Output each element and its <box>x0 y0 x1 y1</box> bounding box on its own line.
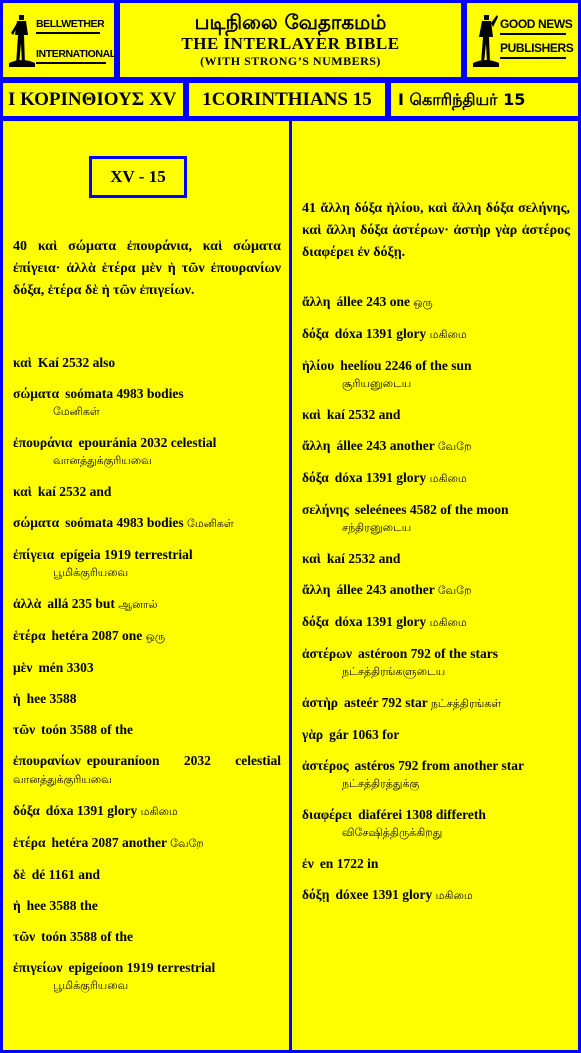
greek-word: τῶν <box>13 722 36 737</box>
word-gloss: epouraníoon 2032 celestial <box>86 753 281 768</box>
greek-word: ἐπουράνια <box>13 435 73 450</box>
greek-word: καὶ <box>302 407 321 422</box>
greek-word: δόξα <box>302 470 329 485</box>
tamil-gloss: வேறே <box>437 440 472 453</box>
word-entry <box>13 897 281 915</box>
word-entry <box>13 514 281 533</box>
tamil-gloss: நட்சத்திரங்கள் <box>430 697 502 710</box>
word-entry <box>13 546 281 582</box>
word-entry <box>302 293 570 312</box>
word-gloss: állee 243 another <box>336 438 435 453</box>
greek-word: ἀστέρος <box>302 758 349 773</box>
tamil-gloss: மேனிகள் <box>53 405 100 418</box>
word-entry <box>302 886 570 905</box>
word-entry <box>302 357 570 393</box>
word-gloss: astéros 792 from another star <box>354 758 525 773</box>
word-entry <box>302 757 570 793</box>
word-gloss: kaí 2532 and <box>326 551 401 566</box>
tamil-gloss: மகிமை <box>429 616 467 629</box>
logo-line2: PUBLISHERS <box>500 41 574 55</box>
word-gloss: seleénees 4582 of the moon <box>354 502 509 517</box>
word-entry <box>13 866 281 884</box>
tamil-gloss: சந்திரனுடைய <box>342 521 412 534</box>
word-gloss: epouránia 2032 celestial <box>78 435 217 450</box>
word-gloss: hetéra 2087 another <box>51 835 167 850</box>
right-column <box>289 118 581 1053</box>
word-entry <box>302 406 570 424</box>
logo-underline <box>36 62 106 64</box>
word-gloss: heelíou 2246 of the sun <box>340 358 472 373</box>
word-entry <box>13 434 281 470</box>
publisher-logo-left <box>0 0 117 80</box>
word-gloss: állee 243 another <box>336 582 435 597</box>
greek-word: δόξα <box>302 326 329 341</box>
word-entry <box>13 483 281 501</box>
greek-word: διαφέρει <box>302 807 353 822</box>
word-gloss: gár 1063 for <box>329 727 400 742</box>
word-list-left <box>13 354 281 1008</box>
greek-word: σώματα <box>13 515 60 530</box>
greek-word: ἑτέρα <box>13 835 46 850</box>
word-gloss: kaí 2532 and <box>37 484 112 499</box>
word-entry <box>13 834 281 853</box>
word-entry <box>13 690 281 708</box>
word-gloss: hee 3588 the <box>26 898 98 913</box>
logo-underline <box>36 32 100 34</box>
word-entry <box>13 721 281 739</box>
greek-word: δόξα <box>302 614 329 629</box>
greek-word: ἄλλη <box>302 582 331 597</box>
greek-word: ἑτέρα <box>13 628 46 643</box>
good-news-logo <box>473 13 573 71</box>
greek-word: καὶ <box>302 551 321 566</box>
word-gloss: dóxa 1391 glory <box>334 614 427 629</box>
greek-word: δὲ <box>13 867 26 882</box>
word-entry <box>13 659 281 677</box>
word-gloss: toón 3588 of the <box>41 929 133 944</box>
tamil-gloss: மகிமை <box>429 328 467 341</box>
book-title-tamil-cell <box>388 80 581 119</box>
word-entry <box>13 959 281 995</box>
tamil-gloss: வானத்துக்குரியவை <box>53 454 152 467</box>
word-entry <box>13 385 281 421</box>
word-gloss: dóxee 1391 glory <box>335 887 433 902</box>
tamil-gloss: வானத்துக்குரியவை <box>13 773 112 786</box>
greek-word: δόξα <box>13 803 40 818</box>
tamil-gloss: மகிமை <box>140 805 178 818</box>
word-gloss: Kaí 2532 also <box>37 355 116 370</box>
left-column <box>0 118 292 1053</box>
book-title-greek-cell <box>0 80 186 119</box>
logo-line2: INTERNATIONAL <box>36 48 116 60</box>
word-entry <box>302 325 570 344</box>
word-entry <box>13 595 281 614</box>
tamil-gloss: மகிமை <box>435 889 473 902</box>
book-title-tamil: I கொரிந்தியர் 15 <box>398 90 526 109</box>
title-block <box>117 0 464 80</box>
bellwether-logo <box>9 13 116 71</box>
greek-word: ἐπίγεια <box>13 547 55 562</box>
word-gloss: dóxa 1391 glory <box>334 470 427 485</box>
tamil-gloss: ஒரு <box>413 296 433 309</box>
word-entry <box>302 806 570 842</box>
word-gloss: hetéra 2087 one <box>51 628 143 643</box>
tamil-gloss: மேனிகள் <box>187 517 234 530</box>
greek-word: δόξῃ <box>302 887 330 902</box>
tamil-gloss: நட்சத்திரத்துக்கு <box>342 777 420 790</box>
verse-41-text: 41 ἄλλη δόξα ἡλίου, καὶ ἄλλη δόξα σελήνης, καὶ ἄλλη δόξα ἀστέρων· ἀστὴρ γὰρ ἀστέρος διαφέρει ἐν δόξῃ. <box>302 201 570 260</box>
title-tamil: படிநிலை வேதாகமம் <box>194 10 387 34</box>
tamil-gloss: பூமிக்குரியவை <box>53 566 129 579</box>
tamil-gloss: விசேஷித்திருக்கிறது <box>342 826 443 839</box>
word-gloss: soómata 4983 bodies <box>65 515 184 530</box>
word-entry <box>302 581 570 600</box>
greek-word: ἐπουρανίων <box>13 753 81 768</box>
greek-word: σελήνης <box>302 502 349 517</box>
greek-word: ἡ <box>13 898 21 913</box>
word-entry <box>302 855 570 873</box>
word-entry <box>13 928 281 946</box>
word-gloss: epigeíoon 1919 terrestrial <box>68 960 216 975</box>
tamil-gloss: ஒரு <box>145 630 166 643</box>
publisher-logo-right <box>464 0 581 80</box>
word-entry <box>302 726 570 744</box>
tamil-gloss: ஆனால் <box>118 598 158 611</box>
figure-icon <box>473 13 499 69</box>
word-entry <box>302 694 570 713</box>
word-entry <box>302 501 570 537</box>
figure-icon <box>9 13 35 69</box>
word-gloss: allá 235 but <box>47 596 115 611</box>
logo-line1: BELLWETHER <box>36 18 105 30</box>
title-sub: (WITH STRONG’S NUMBERS) <box>200 54 381 68</box>
word-gloss: soómata 4983 bodies <box>65 386 184 401</box>
tamil-gloss: வேறே <box>170 837 204 850</box>
word-gloss: epígeia 1919 terrestrial <box>60 547 193 562</box>
tamil-gloss: சூரியனுடைய <box>342 377 412 390</box>
tamil-gloss: நட்சத்திரங்களுடைய <box>342 665 446 678</box>
word-entry <box>302 437 570 456</box>
word-entry <box>302 613 570 632</box>
word-gloss: dóxa 1391 glory <box>334 326 427 341</box>
greek-word: καὶ <box>13 355 32 370</box>
greek-word: ἄλλη <box>302 438 331 453</box>
book-title-english-cell <box>186 80 388 119</box>
greek-word: γὰρ <box>302 727 324 742</box>
greek-word: ἐν <box>302 856 314 871</box>
greek-word: ἀστέρων <box>302 646 352 661</box>
greek-word: ἡ <box>13 691 21 706</box>
title-main: THE INTERLAYER BIBLE <box>181 34 400 53</box>
word-gloss: dóxa 1391 glory <box>45 803 138 818</box>
logo-line1: GOOD NEWS <box>500 17 573 31</box>
greek-word: ἡλίου <box>302 358 335 373</box>
tamil-gloss: பூமிக்குரியவை <box>53 979 129 992</box>
word-entry <box>302 645 570 681</box>
word-gloss: állee 243 one <box>336 294 410 309</box>
word-list-right <box>302 293 570 918</box>
logo-underline <box>500 57 566 59</box>
tamil-gloss: மகிமை <box>429 472 467 485</box>
word-gloss: mén 3303 <box>38 660 94 675</box>
greek-word: ἀλλὰ <box>13 596 42 611</box>
greek-word: ἀστὴρ <box>302 695 338 710</box>
word-gloss: toón 3588 of the <box>41 722 133 737</box>
greek-word: ἐπιγείων <box>13 960 63 975</box>
logo-underline <box>500 33 566 35</box>
word-entry <box>13 752 281 789</box>
greek-word: ἄλλη <box>302 294 331 309</box>
tamil-gloss: வேறே <box>437 584 472 597</box>
word-gloss: dé 1161 and <box>31 867 101 882</box>
word-gloss: en 1722 in <box>319 856 379 871</box>
word-gloss: hee 3588 <box>26 691 77 706</box>
book-title-english: 1CORINTHIANS 15 <box>202 89 372 110</box>
greek-word: μὲν <box>13 660 33 675</box>
book-title-greek: Ι ΚΟΡΙΝΘΙΟΥΣ XV <box>8 89 177 110</box>
word-entry <box>302 469 570 488</box>
word-gloss: kaí 2532 and <box>326 407 401 422</box>
word-gloss: astéroon 792 of the stars <box>358 646 498 661</box>
greek-word: σώματα <box>13 386 60 401</box>
word-gloss: asteér 792 star <box>344 695 428 710</box>
word-entry <box>13 627 281 646</box>
word-entry <box>13 802 281 821</box>
word-entry <box>13 354 281 372</box>
word-entry <box>302 550 570 568</box>
word-gloss: diaférei 1308 differeth <box>358 807 486 822</box>
verse-40-text: 40 καὶ σώματα ἐπουράνια, καὶ σώματα ἐπίγεια· ἀλλὰ ἑτέρα μὲν ἡ τῶν ἐπουρανίων δόξα, ἑτέρα δὲ ἡ τῶν ἐπιγείων. <box>13 239 281 298</box>
greek-word: καὶ <box>13 484 32 499</box>
chapter-label: XV - 15 <box>89 156 187 198</box>
greek-word: τῶν <box>13 929 36 944</box>
